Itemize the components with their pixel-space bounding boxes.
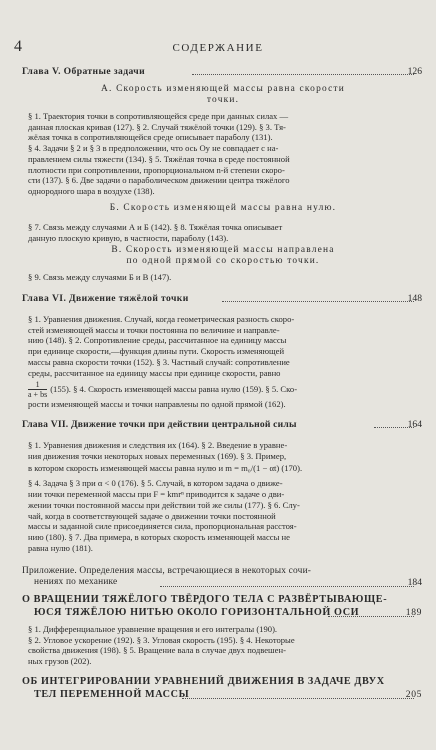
subsection-title-a: А. Скорость изменяющей массы равна скорости точки. (101, 84, 345, 105)
toc-entry-title: Приложение. Определения массы, встречающиеся в некоторых сочи- (22, 566, 312, 576)
toc-page-number: 164 (407, 419, 422, 430)
paragraph-ch6-cont: $\frac{1}{a + bs}$ (155). § 4. Скорость изменяющей массы равна нулю (159). § 5. Ско- рости изменяющей массы и точки направлены по одной прямой (162). (28, 380, 298, 409)
toc-entry-title: Глава V. Обратные задачи (22, 66, 146, 77)
toc-page-number: 184 (407, 577, 422, 589)
toc-entry-title: Глава VI. Движение тяжёлой точки (22, 293, 189, 304)
paragraph-ch7: § 1. Уравнения движения и следствия их (164). § 2. Введение в уравне- ния движения точки некоторых новых переменных (169). § 3. Пример, в котором скорость изменяющей массы равна нулю и m = m₀/(1 − αt) (170). § 4. Задача § 3 при α < 0 (176). § 5. Случай, в котором задача о движе- нии точки переменной массы при F = kmrⁿ приводится к задаче о дви- жении точки постоянной массы при действии той же силы (177). § 6. Слу- чай, когда в соответствующей задаче о движении точки постоянной массы и заданной силе присоединяется сила, пропорциональная расстоя- нию (180). § 7. Два примера, в которых скорость изменяющей массы не равна нулю (181). (28, 440, 303, 553)
toc-entry-title-cont: нениях по механике (34, 577, 118, 588)
toc-page-number: 126 (407, 66, 422, 77)
leader-dots (222, 301, 414, 302)
toc-page-number: 189 (405, 606, 422, 618)
page-number: 4 (14, 38, 22, 55)
fraction: $\frac{1}{a + bs}$ (28, 380, 48, 399)
paragraph-section1: § 1. Дифференциальное уравнение вращения и его интегралы (190). § 2. Угловое ускорение (192). § 3. Угловая скорость (195). § 4. Некоторые свойства движения (198). § 5. Вращение вала в случае двух подвешен- ных грузов (202). (28, 624, 295, 667)
toc-entry-ch6[interactable] (22, 293, 422, 304)
paragraph-ch5-v: § 9. Связь между случаями Б и В (147). (28, 272, 172, 282)
toc-page-number: 148 (407, 293, 422, 304)
toc-entry-title-cont: ЮСЯ ТЯЖЁЛОЮ НИТЬЮ ОКОЛО ГОРИЗОНТАЛЬНОЙ ОСИ (34, 606, 360, 618)
toc-entry-title: О ВРАЩЕНИИ ТЯЖЁЛОГО ТВЁРДОГО ТЕЛА С РАЗВЁРТЫВАЮЩЕ- (22, 594, 388, 605)
toc-entry-appendix[interactable] (22, 566, 422, 589)
subsection-title-v: В. Скорость изменяющей массы направлена по одной прямой со скоростью точки. (111, 245, 335, 266)
leader-dots (182, 698, 414, 699)
toc-entry-section2[interactable] (22, 676, 422, 701)
paragraph-ch5-a: § 1. Траектория точки в сопротивляющейся среде при данных силах — данная плоская кривая (127). § 2. Случай тяжёлой точки (129). § 3. Тя- жёлая точка в сопротивляющейся среде описывает параболу (131). § 4. Задачи § 2 и § 3 в предположении, что ось Oy не совпадает с на- правлением силы тяжести (134). § 5. Тяжёлая точка в среде постоянной плотности при сопротивлении, пропорциональном n-й степени скоро- сти (137). § 6. Две задачи о параболическом движении центра тяжёлого однородного шара в воздухе (138). (28, 111, 290, 196)
toc-entry-title-cont: ТЕЛ ПЕРЕМЕННОЙ МАССЫ (34, 688, 190, 700)
leader-dots (160, 586, 414, 587)
subsection-title-b: Б. Скорость изменяющей массы равна нулю. (109, 203, 337, 213)
toc-page-number: 205 (405, 688, 422, 700)
toc-entry-title: Глава VII. Движение точки при действии центральной силы (22, 419, 297, 430)
paragraph-ch5-b: § 7. Связь между случаями А и Б (142). § 8. Тяжёлая точка описывает данную плоскую кривую, в частности, параболу (143). (28, 222, 283, 243)
page-heading: СОДЕРЖАНИЕ (172, 42, 264, 54)
toc-entry-title: ОБ ИНТЕГРИРОВАНИИ УРАВНЕНИЙ ДВИЖЕНИЯ В ЗАДАЧЕ ДВУХ (22, 676, 385, 687)
toc-entry-ch7[interactable] (22, 419, 422, 430)
toc-entry-section1[interactable] (22, 594, 422, 619)
leader-dots (328, 616, 414, 617)
paragraph-ch6: § 1. Уравнения движения. Случай, когда геометрическая разность скоро- стей изменяющей массы и точки постоянна по величине и направле- нию (148). § 2. Сопротивление среды, рассчитанное на единицу массы при единице скорости,—функция длины пути. Скорость изменяющей массы равна скорости точки (152). § 3. Частный случай: сопротивление среды, рассчитанное на единицу массы при единице скорости, равно (28, 314, 295, 378)
toc-entry-ch5[interactable] (22, 66, 422, 77)
leader-dots (192, 74, 414, 75)
